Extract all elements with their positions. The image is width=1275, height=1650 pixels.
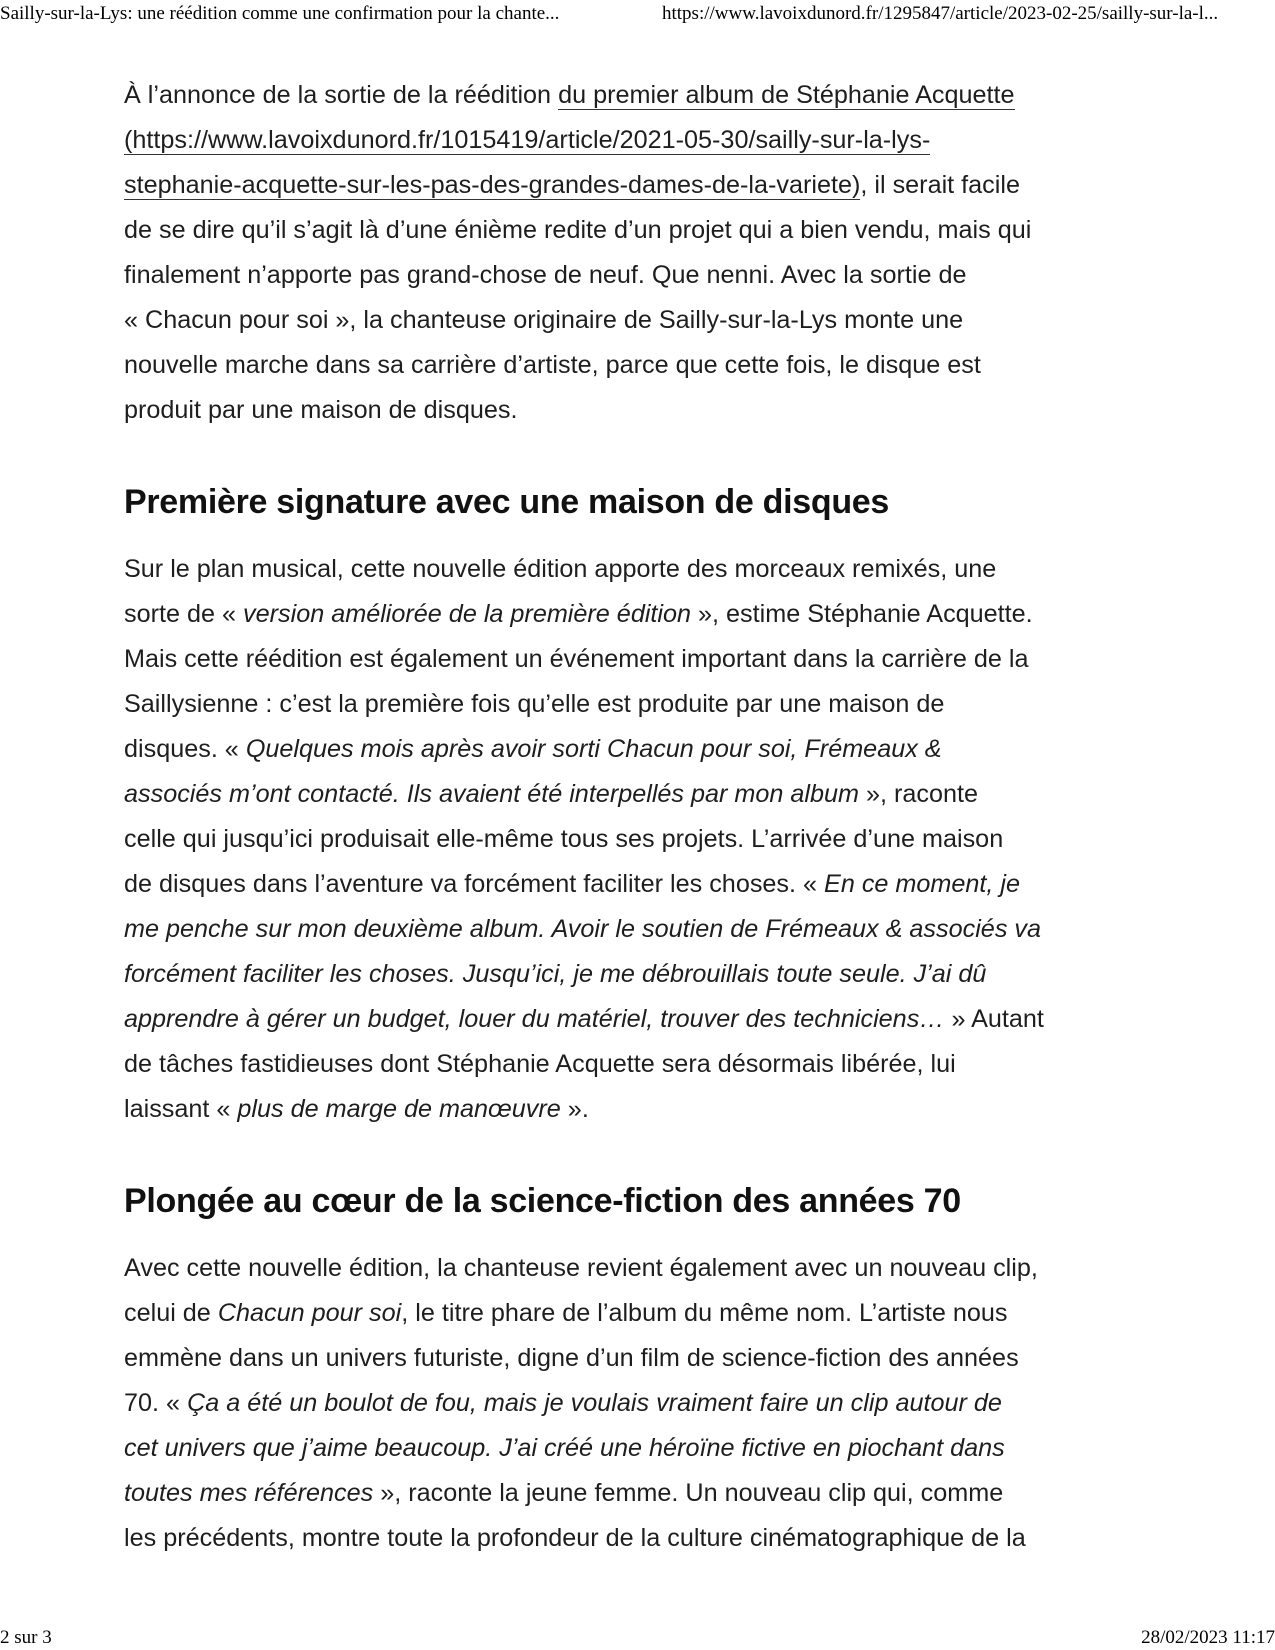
text-run: , le titre phare de l’album du même nom. L’artiste nous xyxy=(401,1299,1008,1327)
text-run: 70. « xyxy=(124,1389,188,1417)
text-run: ». xyxy=(560,1095,589,1123)
text-line xyxy=(124,163,1164,208)
text-line xyxy=(124,862,1164,907)
print-header-title: Sailly-sur-la-Lys: une réédition comme une confirmation pour la chante... xyxy=(0,3,560,24)
text-line: Mais cette réédition est également un événement important dans la carrière de la xyxy=(124,645,1029,673)
text-line xyxy=(124,772,1164,817)
text-line: produit par une maison de disques. xyxy=(124,396,518,424)
text-run: », raconte la jeune femme. Un nouveau clip qui, comme xyxy=(373,1479,1004,1507)
quote-run: apprendre à gérer un budget, louer du matériel, trouver des techniciens… xyxy=(124,1005,945,1033)
text-line xyxy=(124,73,1164,118)
print-footer-datetime: 28/02/2023 11:17 xyxy=(1141,1627,1275,1648)
text-line xyxy=(124,907,1164,952)
text-run: laissant « xyxy=(124,1095,238,1123)
print-header-url: https://www.lavoixdunord.fr/1295847/article/2023-02-25/sailly-sur-la-l... xyxy=(662,3,1219,24)
text-line xyxy=(124,118,1164,163)
article-body xyxy=(124,73,1164,1561)
album-link-url[interactable]: (https://www.lavoixdunord.fr/1015419/article/2021-05-30/sailly-sur-la-lys- xyxy=(124,126,931,154)
paragraph-signature xyxy=(124,547,1164,1132)
paragraph-science-fiction xyxy=(124,1246,1164,1561)
paragraph-intro xyxy=(124,73,1164,433)
text-line: les précédents, montre toute la profondeur de la culture cinématographique de la xyxy=(124,1524,1026,1552)
text-run: disques. « xyxy=(124,735,246,763)
quote-run: me penche sur mon deuxième album. Avoir le soutien de Frémeaux & associés va xyxy=(124,915,1042,943)
text-line: Saillysienne : c’est la première fois qu’elle est produite par une maison de xyxy=(124,690,945,718)
text-line: emmène dans un univers futuriste, digne d’un film de science-fiction des années xyxy=(124,1344,1019,1372)
text-line xyxy=(124,592,1164,637)
quote-run: plus de marge de manœuvre xyxy=(237,1095,561,1123)
album-link-url-cont[interactable]: stephanie-acquette-sur-les-pas-des-grandes-dames-de-la-variete) xyxy=(124,171,861,199)
album-link[interactable]: du premier album de Stéphanie Acquette xyxy=(558,81,1015,109)
text-line xyxy=(124,1426,1164,1471)
text-line xyxy=(124,1381,1164,1426)
text-run: », estime Stéphanie Acquette. xyxy=(691,600,1033,628)
text-line: finalement n’apporte pas grand-chose de neuf. Que nenni. Avec la sortie de xyxy=(124,261,967,289)
text-line: Sur le plan musical, cette nouvelle édition apporte des morceaux remixés, une xyxy=(124,555,997,583)
quote-run: En ce moment, je xyxy=(824,870,1021,898)
text-run: , il serait facile xyxy=(860,171,1020,199)
text-line: de tâches fastidieuses dont Stéphanie Acquette sera désormais libérée, lui xyxy=(124,1050,956,1078)
text-line xyxy=(124,997,1164,1042)
text-line xyxy=(124,1471,1164,1516)
quote-run: associés m’ont contacté. Ils avaient été interpellés par mon album xyxy=(124,780,860,808)
text-run: » Autant xyxy=(944,1005,1044,1033)
text-run: sorte de « xyxy=(124,600,244,628)
text-line xyxy=(124,1291,1164,1336)
quote-run: version améliorée de la première édition xyxy=(243,600,692,628)
quote-run: Ça a été un boulot de fou, mais je voulais vraiment faire un clip autour de xyxy=(187,1389,1002,1417)
title-run: Chacun pour soi xyxy=(217,1299,402,1327)
section-heading-science-fiction: Plongée au cœur de la science-fiction des années 70 xyxy=(124,1182,961,1220)
text-line: celle qui jusqu’ici produisait elle-même tous ses projets. L’arrivée d’une maison xyxy=(124,825,1004,853)
text-run: celui de xyxy=(124,1299,218,1327)
text-line: nouvelle marche dans sa carrière d’artiste, parce que cette fois, le disque est xyxy=(124,351,981,379)
text-run: de disques dans l’aventure va forcément faciliter les choses. « xyxy=(124,870,825,898)
text-line: de se dire qu’il s’agit là d’une énième redite d’un projet qui a bien vendu, mais qui xyxy=(124,216,1032,244)
text-line xyxy=(124,1087,1164,1132)
text-line xyxy=(124,727,1164,772)
section-heading-signature: Première signature avec une maison de disques xyxy=(124,483,890,521)
text-line: Avec cette nouvelle édition, la chanteuse revient également avec un nouveau clip, xyxy=(124,1254,1038,1282)
text-run: À l’annonce de la sortie de la réédition xyxy=(124,81,559,109)
quote-run: Quelques mois après avoir sorti Chacun pour soi, Frémeaux & xyxy=(245,735,942,763)
text-line xyxy=(124,952,1164,997)
quote-run: toutes mes références xyxy=(124,1479,374,1507)
text-line: « Chacun pour soi », la chanteuse originaire de Sailly-sur-la-Lys monte une xyxy=(124,306,964,334)
text-run: », raconte xyxy=(859,780,979,808)
quote-run: forcément faciliter les choses. Jusqu’ici, je me débrouillais toute seule. J’ai dû xyxy=(124,960,987,988)
quote-run: cet univers que j’aime beaucoup. J’ai créé une héroïne fictive en piochant dans xyxy=(124,1434,1005,1462)
print-footer-page: 2 sur 3 xyxy=(0,1627,52,1648)
